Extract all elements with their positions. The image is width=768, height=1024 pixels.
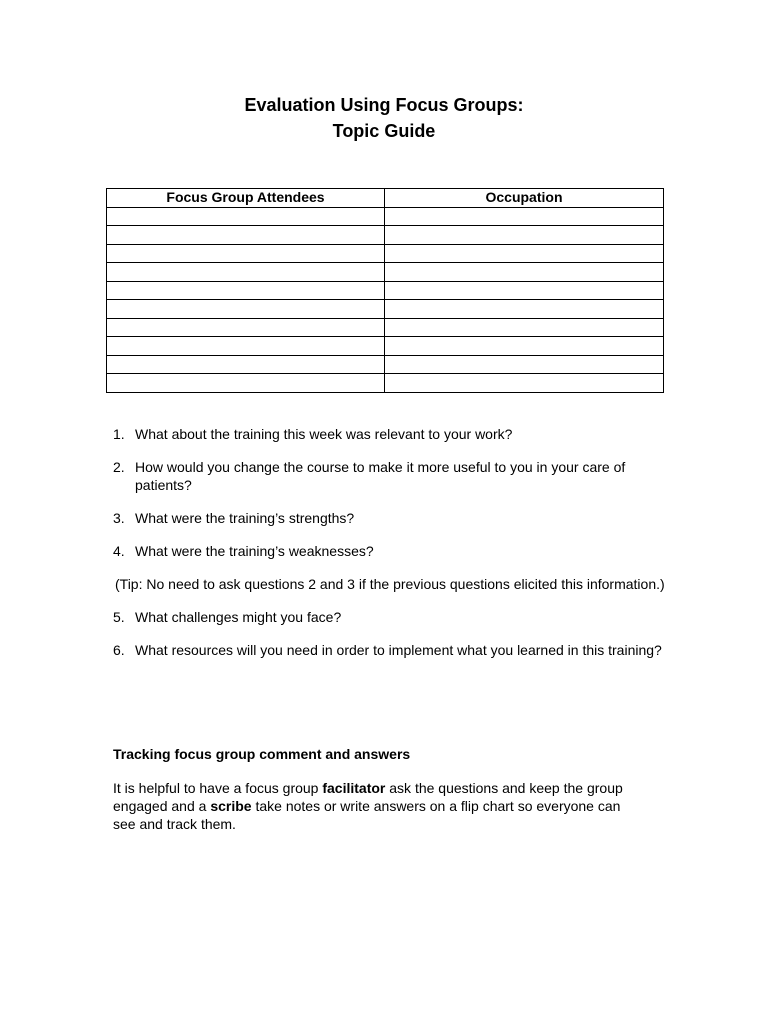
table-row xyxy=(107,374,664,393)
table-row xyxy=(107,300,664,319)
title-line-2: Topic Guide xyxy=(332,121,436,141)
section-heading: Tracking focus group comment and answers xyxy=(113,746,411,762)
table-cell[interactable] xyxy=(107,244,385,263)
table-cell[interactable] xyxy=(385,374,664,393)
question-number: 4. xyxy=(113,543,125,559)
paragraph-text: It is helpful to have a focus group xyxy=(113,780,323,796)
question-number: 2. xyxy=(113,459,125,475)
table-cell[interactable] xyxy=(107,374,385,393)
list-item xyxy=(113,425,673,443)
column-header-occupation: Occupation xyxy=(385,189,664,208)
table-cell[interactable] xyxy=(107,226,385,245)
table-cell[interactable] xyxy=(385,263,664,282)
list-item xyxy=(113,509,673,527)
table-row xyxy=(107,244,664,263)
tracking-paragraph xyxy=(113,779,643,833)
list-item xyxy=(113,458,673,494)
table-row xyxy=(107,207,664,226)
list-item xyxy=(113,542,673,560)
attendees-table xyxy=(106,188,664,393)
table-cell[interactable] xyxy=(385,318,664,337)
question-text: What resources will you need in order to implement what you learned in this training? xyxy=(135,642,662,658)
table-cell[interactable] xyxy=(385,337,664,356)
table-row xyxy=(107,226,664,245)
table-cell[interactable] xyxy=(385,281,664,300)
question-text: What about the training this week was relevant to your work? xyxy=(135,426,513,442)
table-cell[interactable] xyxy=(107,337,385,356)
paragraph-text: ask the questions and keep the group engaged and a xyxy=(113,780,623,814)
facilitator-term: facilitator xyxy=(322,780,386,796)
list-item xyxy=(113,608,673,626)
question-number: 6. xyxy=(113,642,125,658)
table-cell[interactable] xyxy=(107,318,385,337)
table-row xyxy=(107,281,664,300)
table-cell[interactable] xyxy=(107,300,385,319)
table-cell[interactable] xyxy=(385,355,664,374)
table-row xyxy=(107,337,664,356)
question-text: What were the training’s strengths? xyxy=(135,510,355,526)
table-row xyxy=(107,355,664,374)
tip-note: (Tip: No need to ask questions 2 and 3 if the previous questions elicited this information.) xyxy=(115,576,665,592)
question-text: How would you change the course to make it more useful to you in your care of patients? xyxy=(135,459,626,493)
table-header-row xyxy=(107,189,664,208)
question-number: 3. xyxy=(113,510,125,526)
column-header-attendees: Focus Group Attendees xyxy=(107,189,385,208)
question-number: 5. xyxy=(113,609,125,625)
question-number: 1. xyxy=(113,426,125,442)
table-cell[interactable] xyxy=(385,300,664,319)
page-title xyxy=(0,92,768,144)
table-cell[interactable] xyxy=(385,226,664,245)
table-cell[interactable] xyxy=(107,207,385,226)
question-list xyxy=(113,425,673,674)
table-row xyxy=(107,318,664,337)
question-text: What were the training’s weaknesses? xyxy=(135,543,374,559)
paragraph-text: take notes or write answers on a flip chart so everyone can see and track them. xyxy=(113,798,621,832)
scribe-term: scribe xyxy=(210,798,252,814)
question-text: What challenges might you face? xyxy=(135,609,342,625)
table-cell[interactable] xyxy=(385,207,664,226)
table-cell[interactable] xyxy=(107,355,385,374)
table-cell[interactable] xyxy=(385,244,664,263)
table-row xyxy=(107,263,664,282)
list-item xyxy=(113,641,673,659)
title-line-1: Evaluation Using Focus Groups: xyxy=(244,95,524,115)
table-cell[interactable] xyxy=(107,281,385,300)
table-cell[interactable] xyxy=(107,263,385,282)
